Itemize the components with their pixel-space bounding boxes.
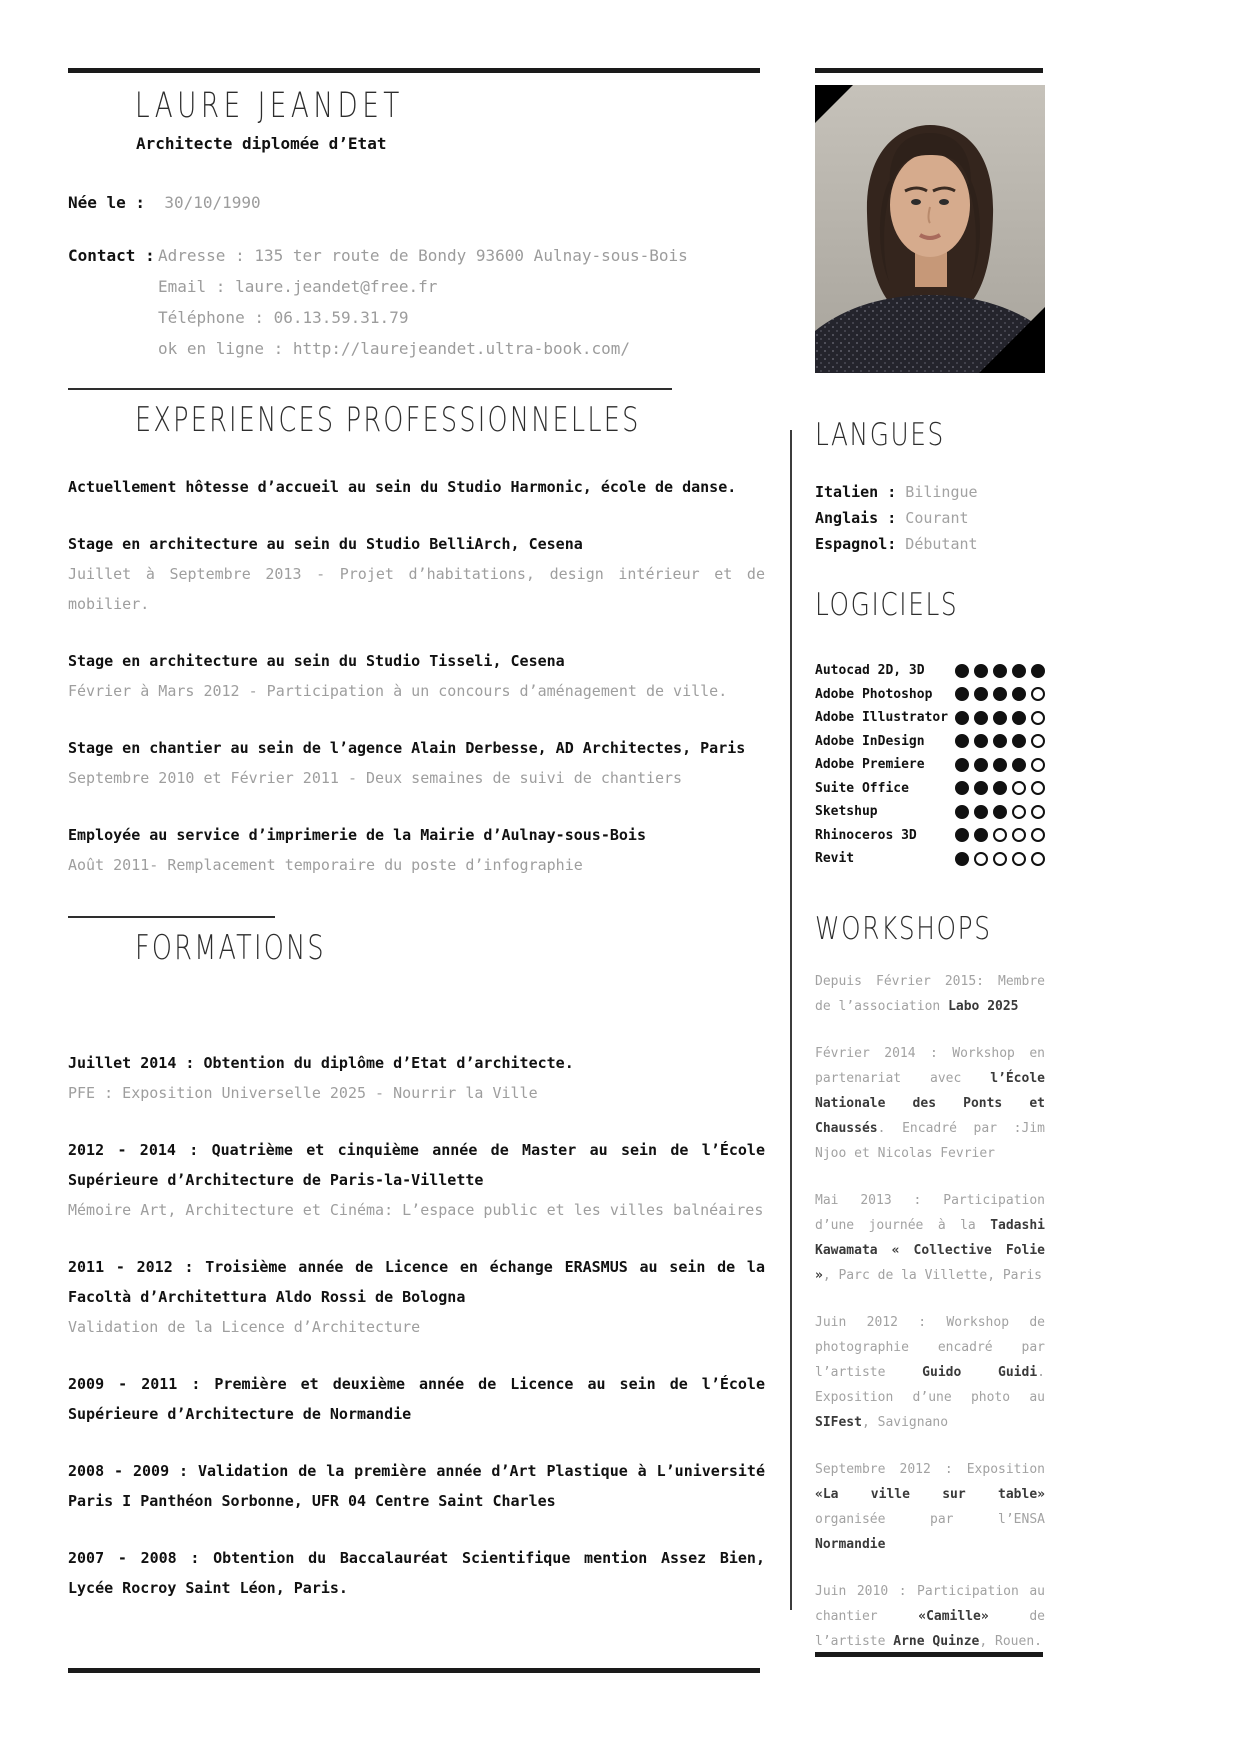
birth-value xyxy=(155,193,165,212)
language-label: Espagnol: xyxy=(815,535,897,553)
skill-dots xyxy=(955,805,1045,819)
langues-section xyxy=(815,417,1045,557)
workshop-segment: , Parc de la Villette, Paris xyxy=(822,1267,1042,1283)
birth-row xyxy=(68,193,765,212)
langues-heading: LANGUES xyxy=(815,417,945,453)
formation-item xyxy=(68,1252,765,1342)
skill-dot xyxy=(955,687,969,701)
workshop-segment: Mai 2013 : Participation d’une journée à la xyxy=(815,1192,1045,1233)
experience-item-detail: Février à Mars 2012 - Participation à un concours d’aménagement de ville. xyxy=(68,682,728,700)
skill-dot xyxy=(974,805,988,819)
skill-dot xyxy=(974,758,988,772)
workshop-entry xyxy=(815,1041,1045,1166)
experience-item xyxy=(68,472,765,502)
skill-dots xyxy=(955,734,1045,748)
language-row xyxy=(815,531,1045,557)
workshop-entry xyxy=(815,1457,1045,1557)
skill-dot xyxy=(1031,687,1045,701)
workshop-segment: l’École Nationale des Ponts et Chaussés xyxy=(815,1070,1045,1136)
skill-dot xyxy=(955,758,969,772)
experience-item-title: Stage en architecture au sein du Studio Tisseli, Cesena xyxy=(68,652,565,670)
software-row xyxy=(815,777,1045,801)
workshop-segment: Arne Quinze xyxy=(893,1633,980,1649)
skill-dot xyxy=(993,758,1007,772)
skill-dot xyxy=(993,664,1007,678)
skill-dot xyxy=(974,734,988,748)
contact-label: Contact : xyxy=(68,246,155,265)
skill-dot xyxy=(1012,664,1026,678)
skill-dot xyxy=(974,711,988,725)
language-row xyxy=(815,505,1045,531)
candidate-name: LAURE JEANDET xyxy=(135,86,404,126)
workshop-segment: Guido Guidi xyxy=(922,1364,1038,1380)
software-row xyxy=(815,847,1045,871)
skill-dot xyxy=(1012,734,1026,748)
contact-line: ok en ligne : http://laurejeandet.ultra-book.com/ xyxy=(158,339,631,358)
experiences-list xyxy=(68,472,765,880)
skill-dot xyxy=(1012,828,1026,842)
workshop-segment: , Rouen. xyxy=(979,1633,1042,1649)
logiciels-section xyxy=(815,587,1045,871)
experience-item-title: Actuellement hôtesse d’accueil au sein du Studio Harmonic, école de danse. xyxy=(68,478,737,496)
formation-item-title: 2008 - 2009 : Validation de la première année d’Art Plastique à L’université Paris I Panthéon Sorbonne, UFR 04 Centre Saint Charles xyxy=(68,1462,765,1510)
workshop-segment: Juin 2010 : Participation au chantier xyxy=(815,1583,1045,1624)
skill-dot xyxy=(993,805,1007,819)
software-name: Adobe Premiere xyxy=(815,757,925,773)
skill-dot xyxy=(955,734,969,748)
contact-line: Email : laure.jeandet@free.fr xyxy=(158,277,438,296)
software-name: Autocad 2D, 3D xyxy=(815,663,925,679)
skill-dot xyxy=(1031,852,1045,866)
candidate-title: Architecte diplomée d’Etat xyxy=(136,134,387,153)
bottom-rule-left xyxy=(68,1668,760,1673)
experience-item-detail: Août 2011- Remplacement temporaire du poste d’infographie xyxy=(68,856,583,874)
skill-dot xyxy=(1031,828,1045,842)
workshop-segment: Depuis Février 2015: Membre de l’association xyxy=(815,973,1045,1014)
workshop-segment: . Exposition d’une photo au xyxy=(815,1364,1045,1405)
portrait-photo xyxy=(815,85,1045,373)
formation-item-detail: PFE : Exposition Universelle 2025 - Nourrir la Ville xyxy=(68,1084,538,1102)
skill-dot xyxy=(1031,734,1045,748)
workshops-section xyxy=(815,911,1045,1654)
sidebar xyxy=(815,85,1045,1676)
contact-lines xyxy=(158,240,765,364)
skill-dot xyxy=(1012,805,1026,819)
languages-list xyxy=(815,479,1045,557)
software-name: Adobe InDesign xyxy=(815,733,925,749)
formations-list xyxy=(68,1048,765,1603)
workshop-segment: Normandie xyxy=(815,1536,886,1552)
workshop-entry xyxy=(815,1188,1045,1288)
experience-item-detail: Septembre 2010 et Février 2011 - Deux semaines de suivi de chantiers xyxy=(68,769,683,787)
experience-item-title: Employée au service d’imprimerie de la Mairie d’Aulnay-sous-Bois xyxy=(68,826,646,844)
skill-dots xyxy=(955,758,1045,772)
skill-dot xyxy=(955,711,969,725)
software-row xyxy=(815,659,1045,683)
skill-dot xyxy=(993,781,1007,795)
experience-item-title: Stage en chantier au sein de l’agence Alain Derbesse, AD Architectes, Paris xyxy=(68,739,746,757)
software-row xyxy=(815,800,1045,824)
software-name: Rhinoceros 3D xyxy=(815,827,917,843)
workshops-heading: WORKSHOPS xyxy=(815,910,992,947)
skill-dot xyxy=(955,664,969,678)
skill-dot xyxy=(974,687,988,701)
workshop-segment: organisée par l’ENSA xyxy=(815,1511,1045,1527)
skill-dot xyxy=(955,852,969,866)
skill-dot xyxy=(993,734,1007,748)
software-list xyxy=(815,659,1045,871)
workshops-list xyxy=(815,969,1045,1654)
skill-dots xyxy=(955,781,1045,795)
logiciels-heading: LOGICIELS xyxy=(815,587,959,623)
language-label: Anglais : xyxy=(815,509,897,527)
column-divider xyxy=(790,430,792,1610)
skill-dot xyxy=(955,781,969,795)
skill-dot xyxy=(974,664,988,678)
skill-dots xyxy=(955,687,1045,701)
formation-item-title: 2011 - 2012 : Troisième année de Licence en échange ERASMUS au sein de la Facoltà d’Architettura Aldo Rossi de Bologna xyxy=(68,1258,765,1306)
language-label: Italien : xyxy=(815,483,897,501)
skill-dot xyxy=(1031,781,1045,795)
skill-dot xyxy=(974,852,988,866)
experience-item xyxy=(68,820,765,880)
language-level: Débutant xyxy=(896,535,978,553)
skill-dot xyxy=(993,711,1007,725)
workshop-segment: , Savignano xyxy=(861,1414,949,1430)
formation-item-title: 2012 - 2014 : Quatrième et cinquième année de Master au sein de l’École Supérieure d’Architecture de Paris-la-Villette xyxy=(68,1141,765,1189)
skill-dot xyxy=(1012,758,1026,772)
language-row xyxy=(815,479,1045,505)
workshop-segment: SIFest xyxy=(815,1414,862,1430)
experiences-rule xyxy=(68,388,672,390)
software-name: Adobe Illustrator xyxy=(815,710,949,726)
workshop-entry xyxy=(815,1579,1045,1654)
software-row xyxy=(815,706,1045,730)
formation-item-title: 2007 - 2008 : Obtention du Baccalauréat Scientifique mention Assez Bien, Lycée Rocroy Saint Léon, Paris. xyxy=(68,1549,765,1597)
workshop-entry xyxy=(815,969,1045,1019)
formation-item-detail: Mémoire Art, Architecture et Cinéma: L’espace public et les villes balnéaires xyxy=(68,1201,764,1219)
formation-item xyxy=(68,1048,765,1108)
workshop-segment: de l’artiste xyxy=(815,1608,1045,1649)
workshop-segment: «La ville sur table» xyxy=(815,1486,1045,1502)
skill-dot xyxy=(1012,711,1026,725)
skill-dot xyxy=(955,805,969,819)
section-heading-formations: FORMATIONS xyxy=(135,928,326,968)
language-level: Bilingue xyxy=(896,483,978,501)
top-rule-right xyxy=(815,68,1043,73)
experience-item xyxy=(68,529,765,619)
top-rule-left xyxy=(68,68,760,73)
formations-rule xyxy=(68,916,275,918)
contact-line: Adresse : 135 ter route de Bondy 93600 Aulnay-sous-Bois xyxy=(158,246,688,265)
software-row xyxy=(815,683,1045,707)
skill-dots xyxy=(955,664,1045,678)
software-name: Revit xyxy=(815,851,855,867)
workshop-segment: . Encadré par :Jim Njoo et Nicolas Fevrier xyxy=(815,1120,1045,1161)
workshop-segment: Juin 2012 : Workshop de photographie encadré par l’artiste xyxy=(815,1314,1045,1380)
experience-item xyxy=(68,646,765,706)
skill-dot xyxy=(993,687,1007,701)
formation-item-title: Juillet 2014 : Obtention du diplôme d’Etat d’architecte. xyxy=(68,1054,574,1072)
birth-date: 30/10/1990 xyxy=(164,193,261,212)
experience-item-detail: Juillet à Septembre 2013 - Projet d’habitations, design intérieur et de mobilier. xyxy=(68,565,765,613)
workshop-segment: «Camille» xyxy=(918,1608,989,1624)
software-name: Suite Office xyxy=(815,780,909,796)
skill-dots xyxy=(955,711,1045,725)
skill-dot xyxy=(1012,781,1026,795)
workshop-entry xyxy=(815,1310,1045,1435)
skill-dot xyxy=(1031,711,1045,725)
skill-dot xyxy=(1012,687,1026,701)
contact-line: Téléphone : 06.13.59.31.79 xyxy=(158,308,409,327)
formation-item xyxy=(68,1543,765,1603)
workshop-segment: Tadashi Kawamata « Collective Folie » xyxy=(815,1217,1045,1283)
skill-dot xyxy=(974,781,988,795)
software-name: Sketshup xyxy=(815,804,878,820)
skill-dot xyxy=(993,852,1007,866)
skill-dot xyxy=(993,828,1007,842)
birth-label: Née le : xyxy=(68,193,146,212)
skill-dots xyxy=(955,828,1045,842)
contact-block xyxy=(68,240,765,364)
section-heading-experiences: EXPERIENCES PROFESSIONNELLES xyxy=(135,400,641,440)
language-level: Courant xyxy=(896,509,969,527)
skill-dot xyxy=(1031,664,1045,678)
skill-dot xyxy=(974,828,988,842)
skill-dot xyxy=(1031,805,1045,819)
formation-item-detail: Validation de la Licence d’Architecture xyxy=(68,1318,421,1336)
skill-dot xyxy=(1012,852,1026,866)
formation-item xyxy=(68,1135,765,1225)
workshop-segment: Septembre 2012 : Exposition xyxy=(815,1461,1045,1477)
skill-dot xyxy=(955,828,969,842)
workshop-segment: Février 2014 : Workshop en partenariat avec xyxy=(815,1045,1045,1086)
skill-dot xyxy=(1031,758,1045,772)
formation-item-title: 2009 - 2011 : Première et deuxième année de Licence au sein de l’École Supérieure d’Architecture de Normandie xyxy=(68,1375,765,1423)
workshop-segment: Labo 2025 xyxy=(948,998,1019,1014)
experience-item xyxy=(68,733,765,793)
experience-item-title: Stage en architecture au sein du Studio BelliArch, Cesena xyxy=(68,535,583,553)
formation-item xyxy=(68,1456,765,1516)
main-column xyxy=(68,86,765,1630)
skill-dots xyxy=(955,852,1045,866)
software-row xyxy=(815,753,1045,777)
formation-item xyxy=(68,1369,765,1429)
software-row xyxy=(815,824,1045,848)
software-name: Adobe Photoshop xyxy=(815,686,933,702)
software-row xyxy=(815,730,1045,754)
